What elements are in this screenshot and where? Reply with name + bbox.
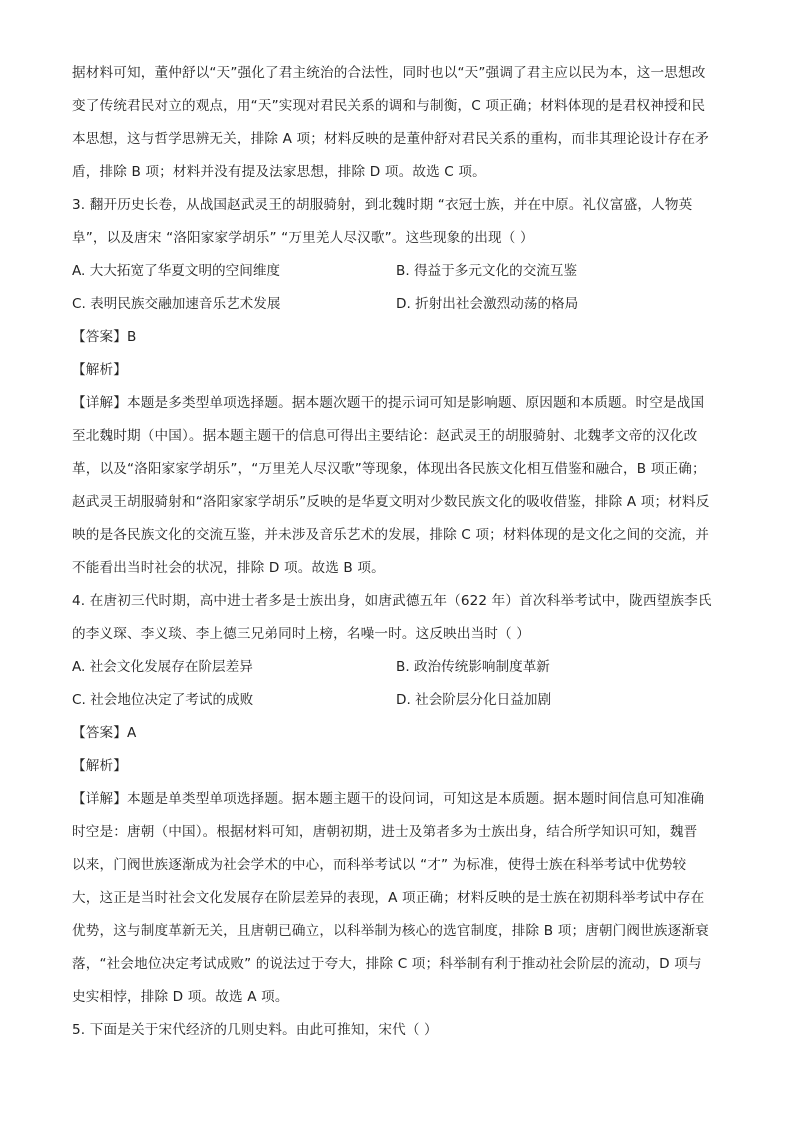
detail-line: 【详解】本题是多类型单项选择题。据本题次题干的提示词可知是影响题、原因题和本质题。时空是战国 bbox=[72, 395, 705, 411]
detail-line: 史实相悖，排除 D 项。故选 A 项。 bbox=[72, 989, 289, 1005]
detail-line: 革，以及“洛阳家家学胡乐”，“万里羌人尽汉歌”等现象，体现出各民族文化相互借鉴和融合，B 项正确； bbox=[72, 461, 706, 477]
question-stem: 3. 翻开历史长卷，从战国赵武灵王的胡服骑射，到北魏时期 “衣冠士族，并在中原。礼仪富盛，人物英 bbox=[72, 197, 693, 213]
detail-line: 优势，这与制度革新无关，且唐朝已确立，以科举制为核心的选官制度，排除 B 项；唐朝门阀世族逐渐衰 bbox=[72, 923, 709, 939]
detail-line: 时空是：唐朝（中国）。根据材料可知，唐朝初期，进士及第者多为士族出身，结合所学知识可知，魏晋 bbox=[72, 824, 698, 840]
intro-line: 本思想，这与哲学思辨无关，排除 A 项；材料反映的是董仲舒对君民关系的重构，而非其理论设计存在矛 bbox=[72, 131, 709, 147]
option-b: B. 政治传统影响制度革新 bbox=[396, 659, 550, 675]
question-stem: 5. 下面是关于宋代经济的几则史料。由此可推知，宋代（ ） bbox=[72, 1022, 438, 1038]
option-c: C. 表明民族交融加速音乐艺术发展 bbox=[72, 296, 281, 312]
detail-line: 【详解】本题是单类型单项选择题。据本题主题干的设问词，可知这是本质题。据本题时间信息可知准确 bbox=[72, 791, 705, 807]
question-stem: 4. 在唐初三代时期，高中进士者多是士族出身，如唐武德五年（622 年）首次科举考试中，陇西望族李氏 bbox=[72, 593, 712, 609]
detail-line: 赵武灵王胡服骑射和“洛阳家家学胡乐”反映的是华夏文明对少数民族文化的吸收借鉴，排除 A 项；材料反 bbox=[72, 494, 710, 510]
answer-label: 【答案】B bbox=[72, 329, 137, 345]
detail-line: 落，“社会地位决定考试成败” 的说法过于夸大，排除 C 项；科举制有利于推动社会阶层的流动，D 项与 bbox=[72, 956, 702, 972]
option-a: A. 大大拓宽了华夏文明的空间维度 bbox=[72, 263, 281, 279]
option-d: D. 社会阶层分化日益加剧 bbox=[396, 692, 552, 708]
detail-line: 以来，门阀世族逐渐成为社会学术的中心，而科举考试以 “才” 为标准，使得士族在科举考试中优势较 bbox=[72, 857, 687, 873]
intro-line: 据材料可知，董仲舒以“天”强化了君主统治的合法性，同时也以“天”强调了君主应以民为本，这一思想改 bbox=[72, 65, 706, 81]
detail-line: 至北魏时期（中国）。据本题主题干的信息可得出主要结论：赵武灵王的胡服骑射、北魏孝文帝的汉化改 bbox=[72, 428, 698, 444]
intro-line: 盾，排除 B 项；材料并没有提及法家思想，排除 D 项。故选 C 项。 bbox=[72, 164, 486, 180]
detail-line: 大，这正是当时社会文化发展存在阶层差异的表现，A 项正确；材料反映的是士族在初期科举考试中存在 bbox=[72, 890, 705, 906]
detail-line: 映的是各民族文化的交流互鉴，并未涉及音乐艺术的发展，排除 C 项；材料体现的是文化之间的交流，并 bbox=[72, 527, 710, 543]
analysis-label: 【解析】 bbox=[72, 362, 127, 378]
option-c: C. 社会地位决定了考试的成败 bbox=[72, 692, 254, 708]
analysis-label: 【解析】 bbox=[72, 758, 127, 774]
detail-line: 不能看出当时社会的状况，排除 D 项。故选 B 项。 bbox=[72, 560, 385, 576]
option-a: A. 社会文化发展存在阶层差异 bbox=[72, 659, 253, 675]
question-stem: 的李义琛、李义琰、李上德三兄弟同时上榜，名噪一时。这反映出当时（ ） bbox=[72, 626, 531, 642]
answer-label: 【答案】A bbox=[72, 725, 137, 741]
option-b: B. 得益于多元文化的交流互鉴 bbox=[396, 263, 578, 279]
question-stem: 阜”，以及唐宋 “洛阳家家学胡乐” “万里羌人尽汉歌”。这些现象的出现（ ） bbox=[72, 230, 534, 246]
intro-line: 变了传统君民对立的观点，用“天”实现对君民关系的调和与制衡，C 项正确；材料体现的是君权神授和民 bbox=[72, 98, 706, 114]
option-d: D. 折射出社会激烈动荡的格局 bbox=[396, 296, 579, 312]
